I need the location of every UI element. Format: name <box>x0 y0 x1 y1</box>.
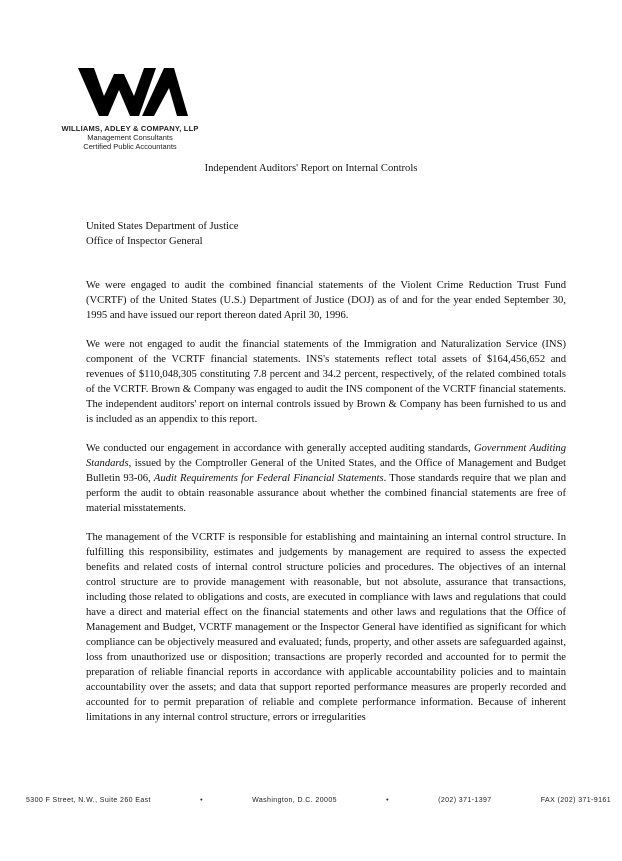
paragraph-3-text-a: We conducted our engagement in accordance with generally accepted auditing standards, <box>86 443 474 454</box>
report-body <box>86 278 566 739</box>
paragraph-3-text-e: . Those standards require that we plan and perform the audit to obtain reasonable assurance about whether the combined financial statements are free of material misstatements. <box>86 473 567 514</box>
addressee-block <box>86 219 566 249</box>
paragraph-3 <box>86 441 566 516</box>
paragraph-1: We were engaged to audit the combined financial statements of the Violent Crime Reduction Trust Fund (VCRTF) of the United States (U.S.) Department of Justice (DOJ) as of and for the year ended September 30, 1995 and have issued our report thereon dated April 30, 1996. <box>86 280 566 321</box>
footer-separator: • <box>386 797 389 804</box>
addressee-line-2: Office of Inspector General <box>86 236 203 247</box>
footer-separator: • <box>200 797 203 804</box>
omb-bulletin-citation: Audit Requirements for Federal Financial Statements <box>153 473 384 484</box>
firm-name: WILLIAMS, ADLEY & COMPANY, LLP <box>61 124 199 133</box>
firm-logo <box>78 68 188 118</box>
logo-w-mark <box>78 68 156 116</box>
gas-citation: Government Auditing Standards <box>86 443 566 469</box>
footer-street: 5300 F Street, N.W., Suite 260 East <box>26 797 151 804</box>
report-title: Independent Auditors' Report on Internal Controls <box>204 163 418 174</box>
paragraph-2: We were not engaged to audit the financial statements of the Immigration and Naturalization Service (INS) component of the VCRTF financial statements. INS's statements reflect total assets of $164,456,652 and revenues of $110,048,305 constituting 7.8 percent and 34.2 percent, respectively, of the related combined totals of the VCRTF. Brown & Company was engaged to audit the INS component of the VCRTF financial statements. The independent auditors' report on internal controls issued by Brown & Company has been furnished to us and is included as an appendix to this report. <box>86 339 566 425</box>
footer-city: Washington, D.C. 20005 <box>252 797 337 804</box>
firm-subtitle-accountants: Certified Public Accountants <box>83 142 177 151</box>
footer-fax: FAX (202) 371-9161 <box>540 797 611 804</box>
paragraph-3-text-c: , issued by the Comptroller General of the United States, and the Office of Management and Budget Bulletin 93-06, <box>86 458 566 484</box>
addressee-line-1: United States Department of Justice <box>86 221 239 232</box>
firm-subtitle-consultants: Management Consultants <box>87 133 173 142</box>
letterhead <box>40 124 220 151</box>
footer-address-bar <box>26 797 611 804</box>
paragraph-4: The management of the VCRTF is responsible for establishing and maintaining an internal control structure. In fulfilling this responsibility, estimates and judgements by management are required to assess the expected benefits and related costs of internal control structure policies and procedures. The objectives of an internal control structure are to provide management with reasonable, but not absolute, assurance that transactions, including those related to obligations and costs, are executed in compliance with laws and regulations that could have a direct and material effect on the financial statements and other laws and regulations that the Office of Management and Budget, VCRTF management or the Inspector General have identified as significant for which compliance can be objectively measured and evaluated; funds, property, and other assets are safeguarded against, loss from unauthorized use or disposition; transactions are properly recorded and accounted for to permit the preparation of reliable financial reports in accordance with applicable accountability policies and to maintain accountability over the assets; and data that support reported performance measures are properly recorded and accounted for to permit preparation of reliable and complete performance information. Because of inherent limitations in any internal control structure, errors or irregularities <box>86 532 566 723</box>
footer-phone: (202) 371-1397 <box>438 797 492 804</box>
